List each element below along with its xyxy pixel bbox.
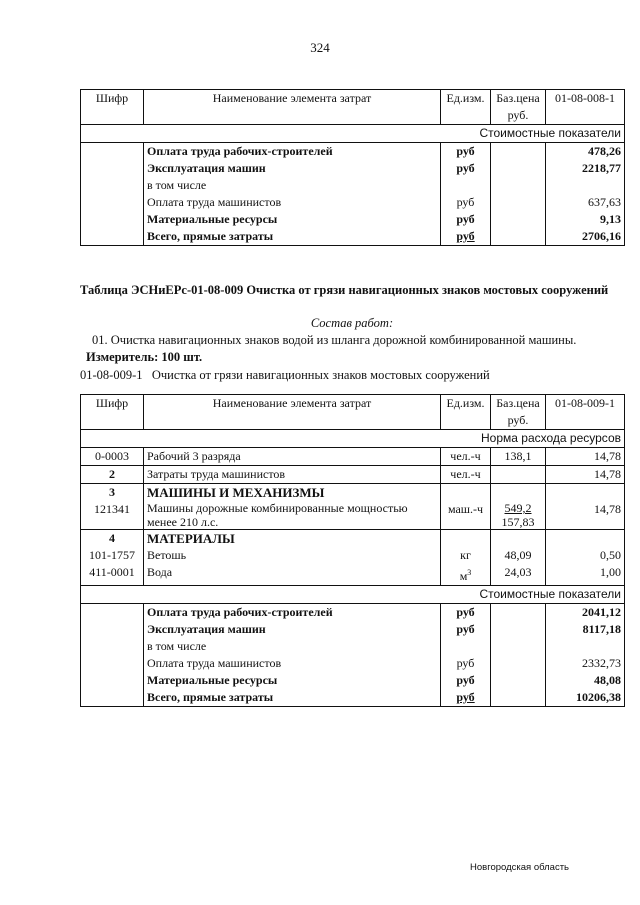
row-name: Всего, прямые затраты	[144, 228, 441, 246]
header-base-price-line1: Баз.цена	[496, 91, 540, 105]
unit-base: м	[459, 569, 468, 583]
table-row	[81, 448, 625, 466]
row-unit: руб	[441, 621, 491, 638]
header-code: Шифр	[81, 90, 144, 125]
section-label: Стоимостные показатели	[81, 125, 625, 143]
table-row	[81, 177, 625, 194]
row-value: 14,78	[546, 466, 625, 484]
work-item: 01. Очистка навигационных знаков водой из шланга дорожной комбинированной машины.	[92, 333, 577, 347]
row-value: 14,78	[546, 501, 625, 530]
row-value: 8117,18	[546, 621, 625, 638]
row-unit: руб	[441, 211, 491, 228]
row-name: Оплата труда машинистов	[144, 655, 441, 672]
measure-unit: Измеритель: 100 шт.	[86, 350, 203, 364]
section-row	[81, 530, 625, 548]
table-row	[81, 672, 625, 689]
row-unit: руб	[441, 672, 491, 689]
section-code: 3	[81, 484, 144, 502]
row-code: 2	[81, 466, 144, 484]
row-unit: чел.-ч	[441, 448, 491, 466]
table-row	[81, 160, 625, 177]
row-value: 10206,38	[546, 689, 625, 707]
table-row	[81, 501, 625, 530]
row-unit: руб	[441, 655, 491, 672]
row-name: Материальные ресурсы	[144, 672, 441, 689]
table-row	[81, 564, 625, 586]
row-name: Оплата труда рабочих-строителей	[144, 143, 441, 161]
price-bottom: 157,83	[501, 515, 535, 529]
row-code: 411-0001	[81, 564, 144, 586]
row-unit: руб	[441, 604, 491, 622]
table-header-row	[81, 90, 625, 125]
row-name: в том числе	[144, 177, 441, 194]
header-table-id: 01-08-009-1	[546, 395, 625, 430]
table-row	[81, 143, 625, 161]
table-row	[81, 211, 625, 228]
table-row	[81, 655, 625, 672]
row-price: 138,1	[491, 448, 546, 466]
row-value: 2706,16	[546, 228, 625, 246]
row-code: 0-0003	[81, 448, 144, 466]
row-unit: маш.-ч	[441, 501, 491, 530]
row-name: Эксплуатация машин	[144, 621, 441, 638]
table-row	[81, 228, 625, 246]
table-row	[81, 638, 625, 655]
table-row	[81, 621, 625, 638]
header-unit: Ед.изм.	[441, 395, 491, 430]
row-unit: руб	[441, 689, 491, 707]
row-unit: руб	[441, 143, 491, 161]
row-unit: чел.-ч	[441, 466, 491, 484]
section-row	[81, 484, 625, 502]
row-value: 1,00	[546, 564, 625, 586]
row-code: 121341	[81, 501, 144, 530]
row-unit	[441, 564, 491, 586]
row-value: 637,63	[546, 194, 625, 211]
table-title: Таблица ЭСНиЕРс-01-08-009 Очистка от грязи навигационных знаков мостовых сооружений	[80, 283, 609, 297]
table-row	[81, 604, 625, 622]
section-name: МАШИНЫ И МЕХАНИЗМЫ	[144, 484, 441, 502]
row-name: Рабочий 3 разряда	[144, 448, 441, 466]
header-base-price-line2: руб.	[507, 108, 529, 122]
row-value: 2218,77	[546, 160, 625, 177]
table-row	[81, 466, 625, 484]
row-unit: кг	[441, 547, 491, 564]
section-label: Норма расхода ресурсов	[81, 430, 625, 448]
header-code: Шифр	[81, 395, 144, 430]
row-price	[491, 501, 546, 530]
header-base-price-line2: руб.	[507, 413, 529, 427]
table-row	[81, 547, 625, 564]
row-name: Машины дорожные комбинированные мощностью менее 210 л.с.	[144, 501, 441, 530]
code-line: 01-08-009-1 Очистка от грязи навигационных знаков мостовых сооружений	[80, 368, 490, 382]
footer-region: Новгородская область	[470, 862, 569, 873]
header-name: Наименование элемента затрат	[144, 395, 441, 430]
row-unit: руб	[441, 228, 491, 246]
section-code: 4	[81, 530, 144, 548]
row-value: 2041,12	[546, 604, 625, 622]
header-base-price	[491, 395, 546, 430]
row-price: 48,09	[491, 547, 546, 564]
header-unit: Ед.изм.	[441, 90, 491, 125]
header-base-price	[491, 90, 546, 125]
row-name: Ветошь	[144, 547, 441, 564]
row-name: в том числе	[144, 638, 441, 655]
row-name: Оплата труда рабочих-строителей	[144, 604, 441, 622]
row-value: 9,13	[546, 211, 625, 228]
table-row	[81, 689, 625, 707]
row-name: Эксплуатация машин	[144, 160, 441, 177]
row-unit: руб	[441, 160, 491, 177]
price-top: 549,2	[504, 501, 532, 515]
row-price: 24,03	[491, 564, 546, 586]
row-value: 478,26	[546, 143, 625, 161]
row-code: 101-1757	[81, 547, 144, 564]
table-row	[81, 194, 625, 211]
row-value: 48,08	[546, 672, 625, 689]
page-number: 324	[310, 40, 330, 55]
header-table-id: 01-08-008-1	[546, 90, 625, 125]
composition-heading: Состав работ:	[310, 316, 394, 330]
table-header-row	[81, 395, 625, 430]
cost-table-01-08-008-1	[80, 89, 625, 246]
resource-table-01-08-009-1	[80, 394, 625, 707]
unit-superscript: 3	[467, 568, 472, 577]
section-label: Стоимостные показатели	[81, 586, 625, 604]
section-name: МАТЕРИАЛЫ	[144, 530, 441, 548]
header-name: Наименование элемента затрат	[144, 90, 441, 125]
row-value: 14,78	[546, 448, 625, 466]
row-name: Затраты труда машинистов	[144, 466, 441, 484]
row-name: Вода	[144, 564, 441, 586]
row-unit: руб	[441, 194, 491, 211]
row-name: Оплата труда машинистов	[144, 194, 441, 211]
row-name: Материальные ресурсы	[144, 211, 441, 228]
row-name: Всего, прямые затраты	[144, 689, 441, 707]
row-value: 2332,73	[546, 655, 625, 672]
row-value: 0,50	[546, 547, 625, 564]
header-base-price-line1: Баз.цена	[496, 396, 540, 410]
